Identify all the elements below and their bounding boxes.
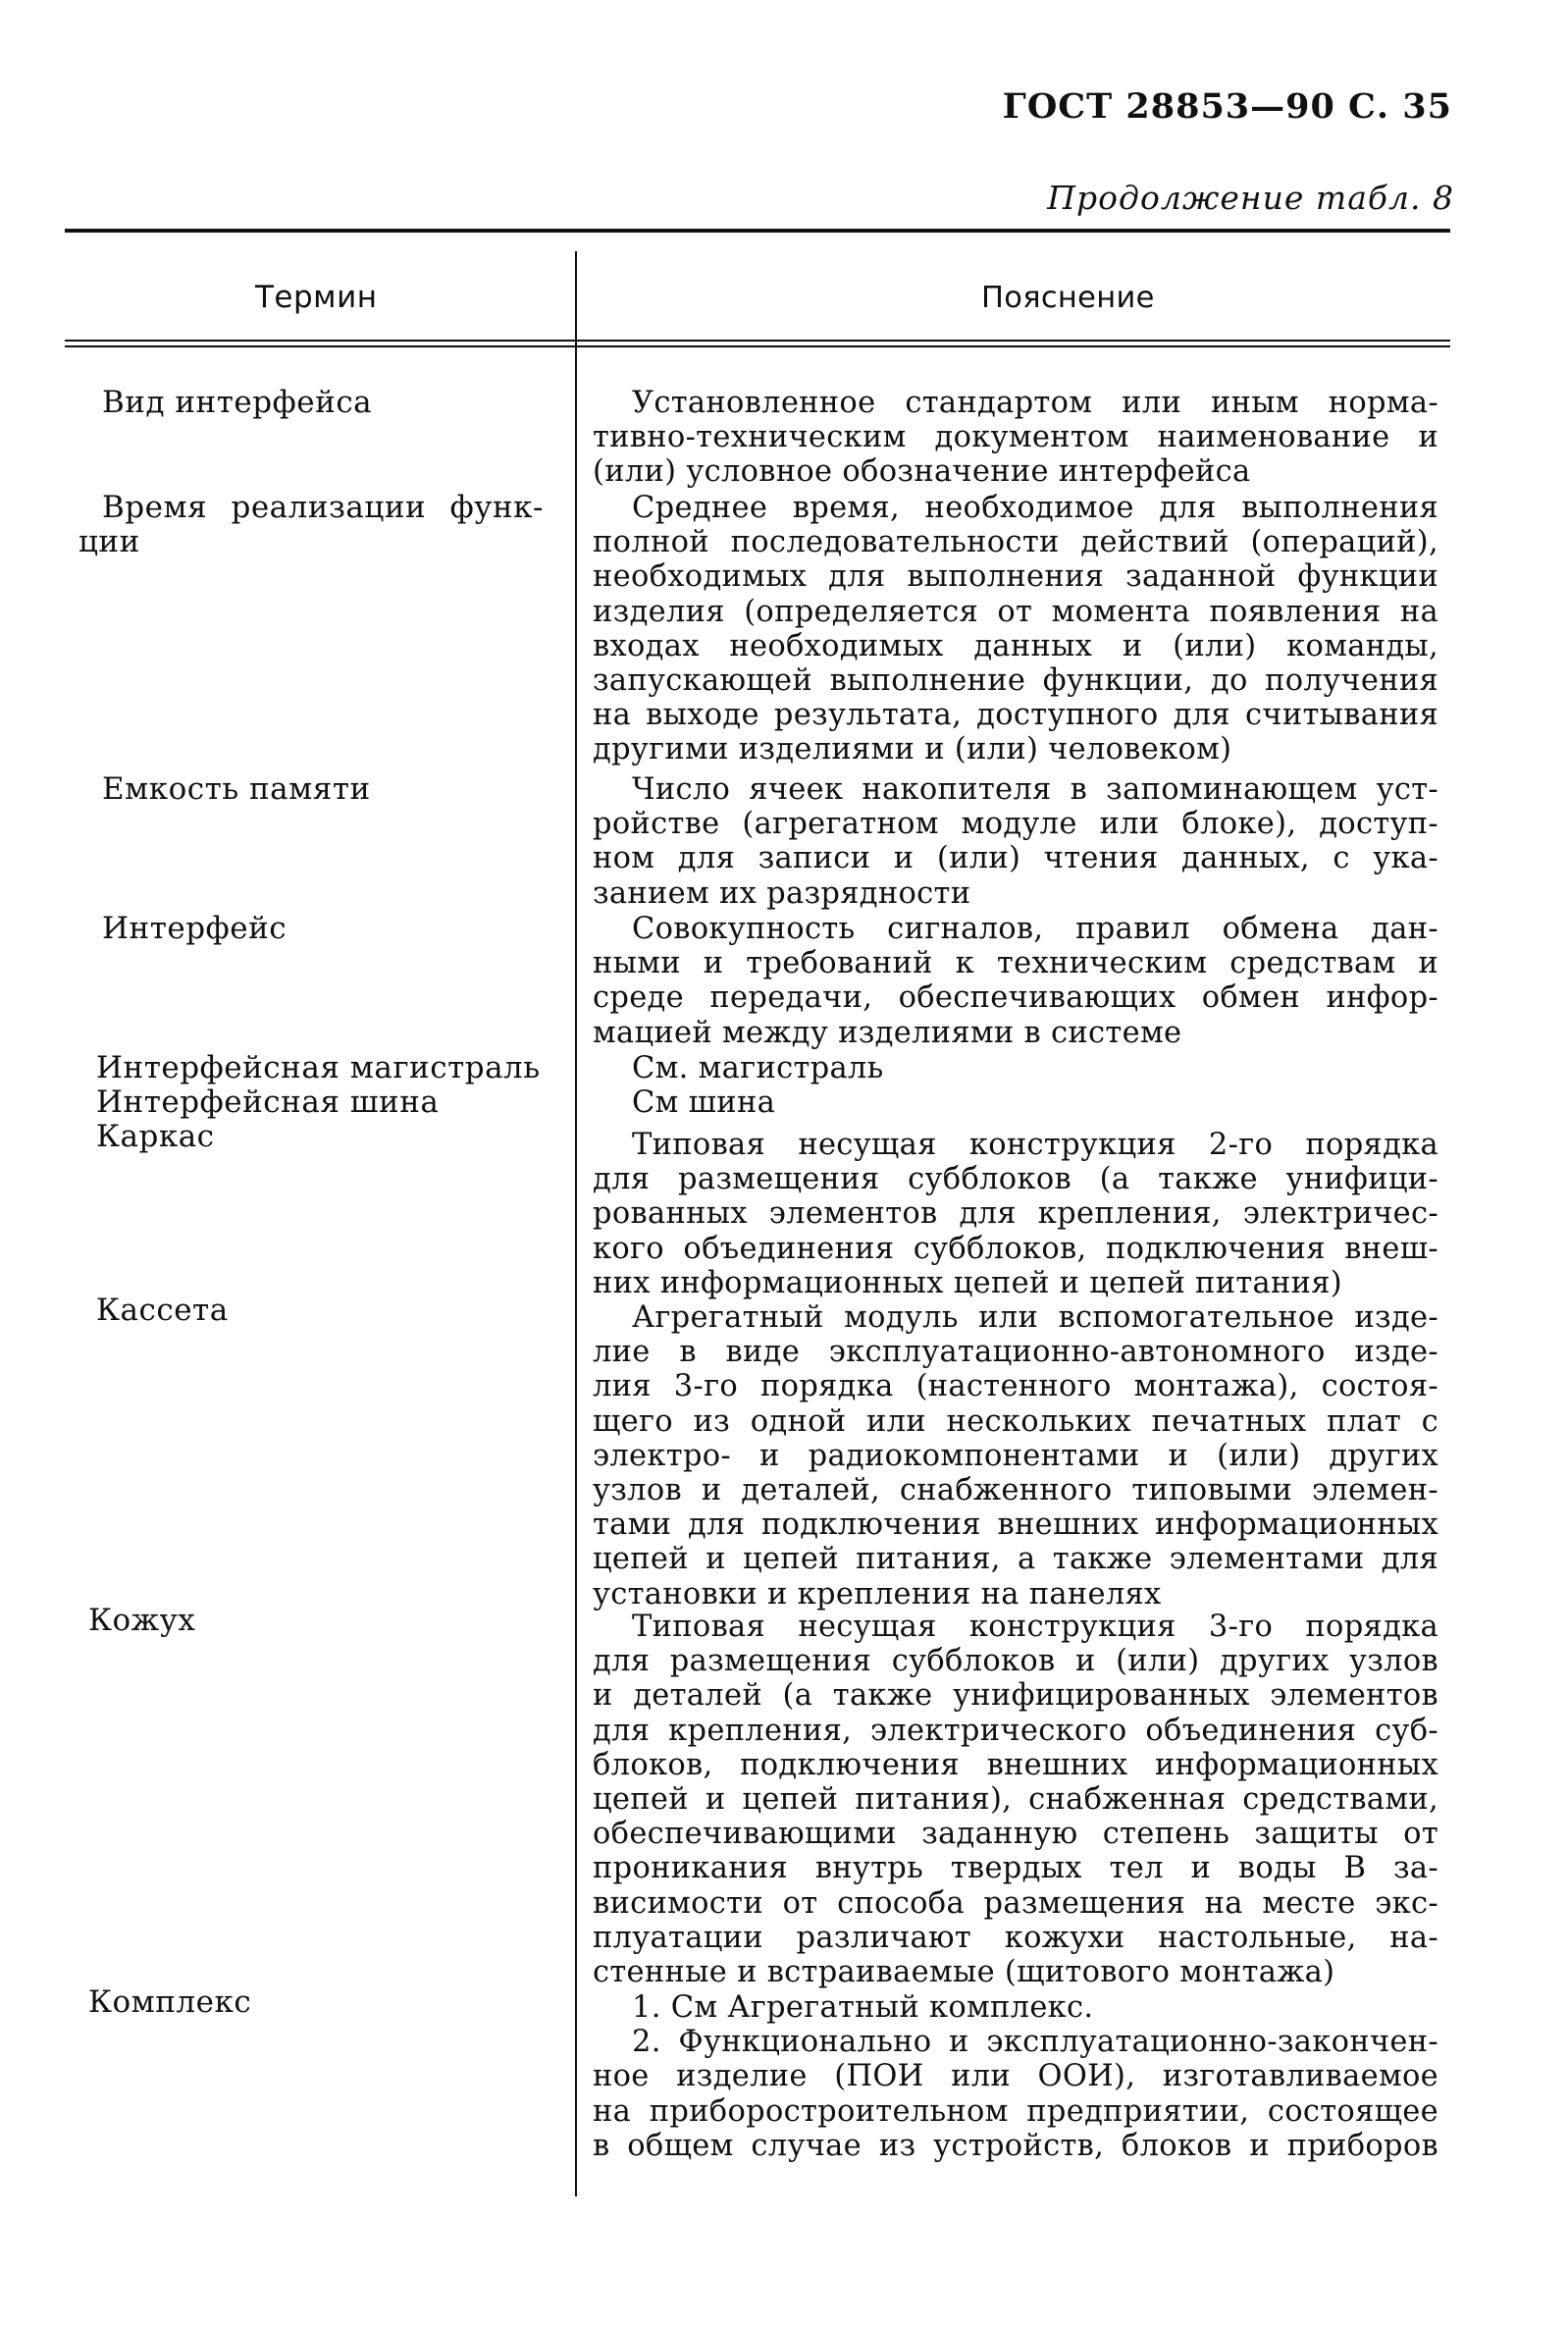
explanation-line: 1. См Агрегатный комплекс. [632, 1990, 1094, 2025]
explanation-line: Агрегатный модуль или вспомогательное изде- [632, 1300, 1438, 1335]
explanation-line: стенные и встраиваемые (щитового монтажа) [593, 1955, 1335, 1990]
term-cell [78, 490, 544, 559]
term-line: Емкость памяти [102, 771, 371, 807]
term-line: Вид интерфейса [102, 385, 373, 420]
term-cell [102, 386, 372, 420]
explanation-line: цепей и цепей питания), снабженная средствами, [593, 1782, 1438, 1818]
term-line: Комплекс [88, 1984, 252, 2020]
table-continuation-label: Продолжение табл. 8 [1047, 179, 1454, 217]
explanation-line: изделия (определяется от момента появления на [593, 594, 1438, 629]
explanation-cell [593, 1990, 1438, 2163]
explanation-line: для размещения субблоков и (или) других узлов [593, 1644, 1438, 1679]
explanation-line: Типовая несущая конструкция 2-го порядка [632, 1128, 1438, 1162]
explanation-line: Совокупность сигналов, правил обмена дан- [632, 912, 1438, 946]
explanation-cell [593, 772, 1438, 911]
explanation-line: запускающей выполнение функции, до получения [593, 663, 1438, 699]
term-cell [88, 1985, 251, 2020]
term-cell [102, 772, 371, 807]
page-header-standard: ГОСТ 28853—90 С. 35 [1002, 86, 1452, 127]
explanation-line: тами для подключения внешних информационных [593, 1507, 1438, 1543]
explanation-line: висимости от способа размещения на месте экс- [593, 1885, 1438, 1921]
header-bottom-rule [65, 340, 1450, 342]
explanation-line: на приборостроительном предприятии, состоящее [593, 2093, 1438, 2129]
explanation-line: для размещения субблоков (а также унифици- [593, 1162, 1438, 1197]
explanation-line: рованных элементов для крепления, электричес- [593, 1196, 1438, 1232]
explanation-line: ными и требований к техническим средствам и [593, 946, 1438, 981]
term-cell [96, 1120, 215, 1154]
explanation-line: ройстве (агрегатном модуле или блоке), доступ- [593, 807, 1438, 842]
explanation-line: электро- и радиокомпонентами и (или) других [593, 1438, 1438, 1473]
explanation-cell [593, 1610, 1438, 1989]
explanation-cell [593, 1128, 1438, 1300]
explanation-line: Число ячеек накопителя в запоминающем уст- [632, 772, 1438, 807]
explanation-line: узлов и деталей, снабженного типовыми элемен- [593, 1473, 1438, 1508]
term-cell [96, 1051, 541, 1085]
explanation-line: установки и крепления на панелях [593, 1576, 1162, 1612]
explanation-line: на выходе результата, доступного для считывания [593, 698, 1438, 733]
term-cell [102, 912, 287, 946]
explanation-line: них информационных цепей и цепей питания) [593, 1265, 1342, 1300]
explanation-line: См. магистраль [632, 1051, 884, 1085]
explanation-cell [593, 491, 1438, 767]
explanation-line: лия 3-го порядка (настенного монтажа), состоя- [593, 1369, 1438, 1404]
explanation-cell [593, 1300, 1438, 1612]
term-cell [88, 1604, 195, 1638]
term-line: Каркас [96, 1119, 215, 1154]
explanation-line: блоков, подключения внешних информационных [593, 1747, 1438, 1782]
table-top-rule [65, 229, 1450, 233]
explanation-line: щего из одной или нескольких печатных плат с [593, 1403, 1438, 1439]
explanation-line: обеспечивающими заданную степень защиты от [593, 1817, 1438, 1852]
explanation-line: лие в виде эксплуатационно-автономного изде- [593, 1335, 1438, 1370]
explanation-line: Установленное стандартом или иным норма- [632, 386, 1438, 420]
term-line: Интерфейсная магистраль [96, 1050, 541, 1085]
explanation-line: (или) условное обозначение интерфейса [593, 454, 1251, 490]
term-line: Время реализации функ- [102, 490, 544, 525]
explanation-cell [593, 912, 1438, 1050]
term-line: Интерфейс [102, 911, 287, 946]
explanation-line: цепей и цепей питания, а также элементами для [593, 1542, 1438, 1577]
explanation-line: занием их разрядности [593, 875, 971, 911]
explanation-line: Типовая несущая конструкция 3-го порядка [632, 1610, 1438, 1644]
column-header-term: Термин [255, 280, 378, 315]
term-line: Интерфейсная шина [96, 1084, 440, 1120]
explanation-cell [593, 1085, 1438, 1120]
explanation-line: в общем случае из устройств, блоков и приборов [593, 2128, 1438, 2163]
header-bottom-rule-double [65, 345, 1450, 347]
term-cell [96, 1085, 439, 1120]
explanation-line: проникания внутрь твердых тел и воды В за- [593, 1851, 1438, 1886]
explanation-line: для крепления, электрического объединения суб- [593, 1713, 1438, 1748]
explanation-line: мацией между изделиями в системе [593, 1015, 1182, 1050]
column-header-explanation: Пояснение [981, 281, 1155, 315]
term-line: Кожух [88, 1603, 196, 1638]
explanation-cell [593, 1051, 1438, 1085]
explanation-line: и деталей (а также унифицированных элементов [593, 1678, 1438, 1714]
explanation-line: кого объединения субблоков, подключения внеш- [593, 1231, 1438, 1266]
explanation-line: необходимых для выполнения заданной функции [593, 559, 1438, 595]
explanation-line: 2. Функционально и эксплуатационно-закончен- [632, 2025, 1438, 2060]
explanation-line: См шина [632, 1085, 776, 1120]
explanation-line: полной последовательности действий (операций), [593, 525, 1438, 560]
term-line: Кассета [96, 1293, 229, 1328]
explanation-line: другими изделиями и (или) человеком) [593, 732, 1232, 767]
explanation-line: плуатации различают кожухи настольные, на- [593, 1920, 1438, 1955]
explanation-line: ное изделие (ПОИ или ООИ), изготавливаемое [593, 2059, 1438, 2094]
explanation-line: входах необходимых данных и (или) команды, [593, 628, 1438, 663]
explanation-line: Среднее время, необходимое для выполнения [632, 491, 1438, 525]
term-line: ции [78, 524, 140, 559]
explanation-cell [593, 386, 1438, 490]
explanation-line: среде передачи, обеспечивающих обмен инфор- [593, 980, 1438, 1016]
term-cell [96, 1294, 229, 1328]
explanation-line: ном для записи и (или) чтения данных, с ука- [593, 841, 1438, 876]
explanation-line: тивно-техническим документом наименование и [593, 420, 1438, 455]
